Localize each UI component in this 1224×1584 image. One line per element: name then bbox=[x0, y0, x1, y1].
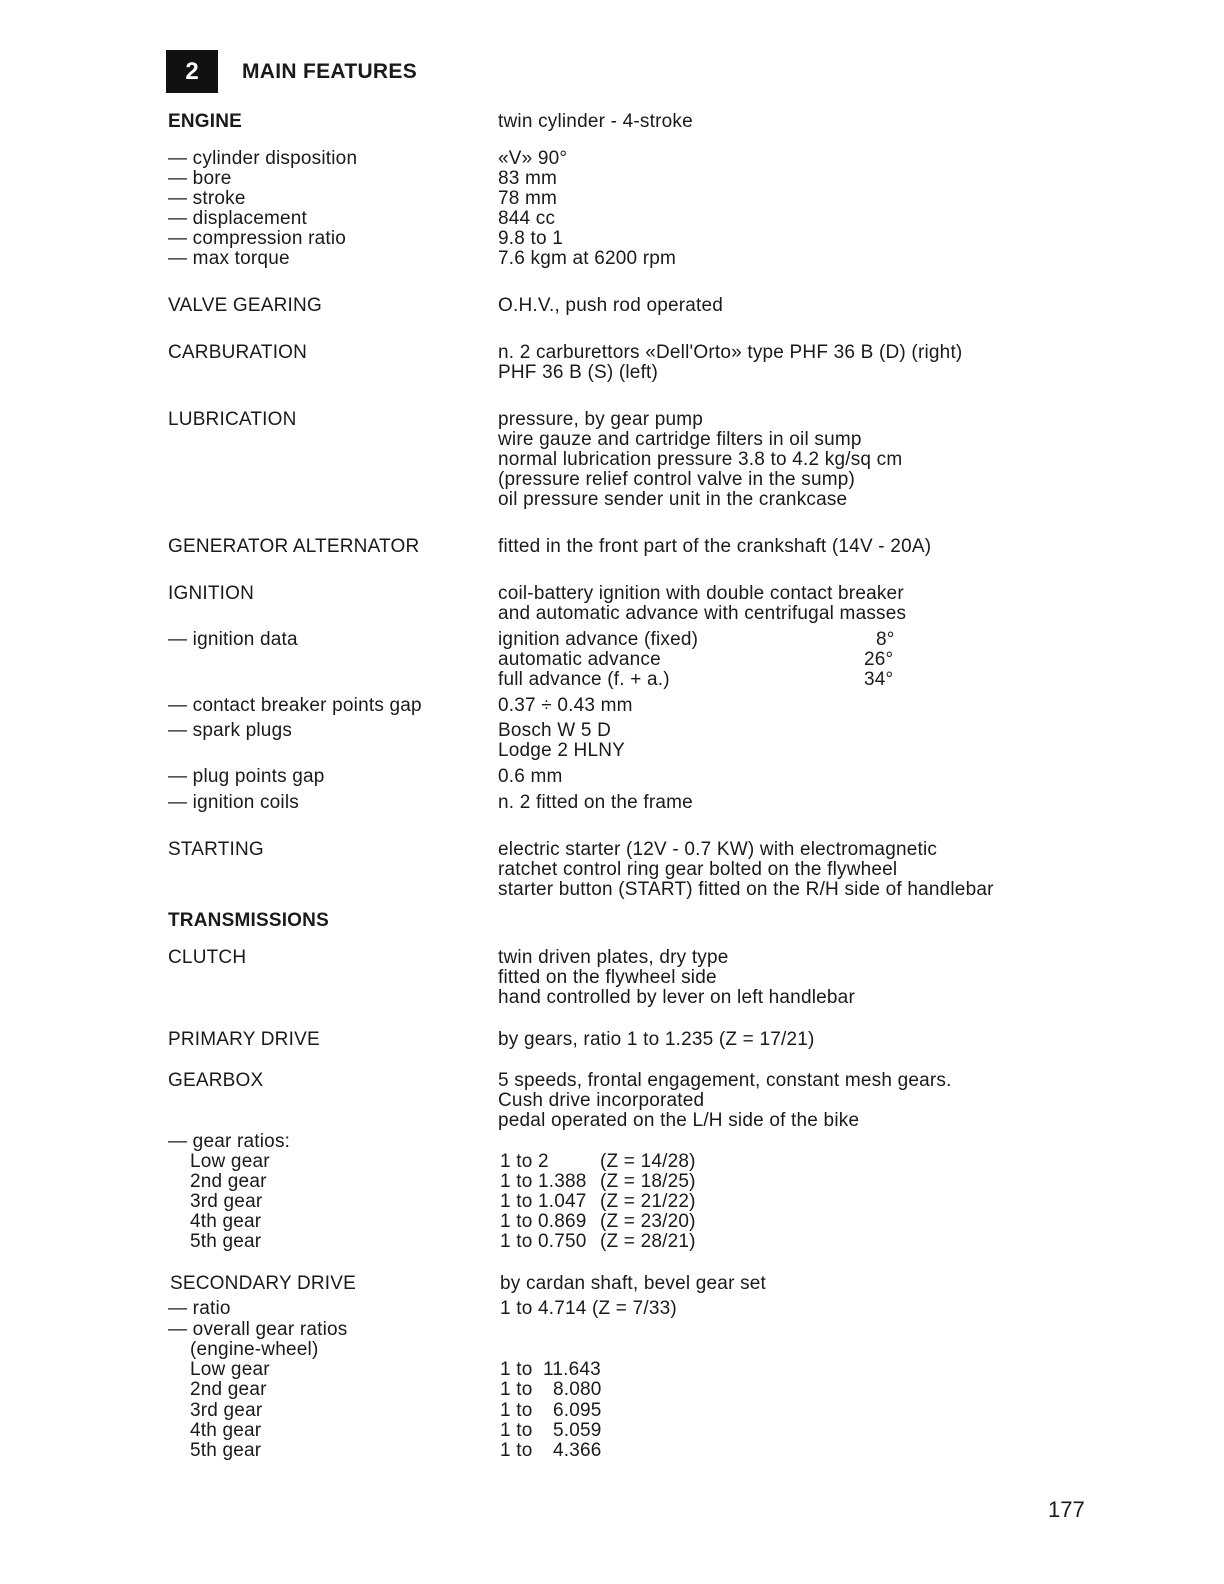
ignition-line: coil-battery ignition with double contact breaker bbox=[498, 583, 904, 604]
starting-line: electric starter (12V - 0.7 KW) with electromagnetic bbox=[498, 839, 938, 860]
overall-gear-value: 5.059 bbox=[553, 1420, 602, 1441]
carburation-line: PHF 36 B (S) (left) bbox=[498, 362, 659, 383]
clutch-line: hand controlled by lever on left handlebar bbox=[498, 987, 855, 1008]
overall-gear-name: 3rd gear bbox=[190, 1400, 263, 1421]
engine-heading: ENGINE bbox=[168, 111, 243, 132]
section-number-badge: 2 bbox=[166, 50, 218, 93]
page-number: 177 bbox=[1048, 1497, 1085, 1522]
generator-value: fitted in the front part of the crankshaft (14V - 20A) bbox=[498, 536, 932, 557]
overall-ratios-label: — overall gear ratios bbox=[168, 1319, 348, 1340]
gear-teeth: (Z = 21/22) bbox=[600, 1191, 696, 1212]
overall-gear-to: 1 to bbox=[500, 1400, 533, 1421]
overall-gear-to: 1 to bbox=[500, 1359, 533, 1380]
gear-name: 5th gear bbox=[190, 1231, 262, 1252]
spec-value: 83 mm bbox=[498, 168, 558, 189]
ignition-data-name: ignition advance (fixed) bbox=[498, 629, 699, 650]
spec-label: — bore bbox=[168, 168, 232, 189]
gear-teeth: (Z = 18/25) bbox=[600, 1171, 696, 1192]
gear-teeth: (Z = 14/28) bbox=[600, 1151, 696, 1172]
gear-teeth: (Z = 23/20) bbox=[600, 1211, 696, 1232]
overall-gear-value: 8.080 bbox=[553, 1379, 602, 1400]
overall-gear-to: 1 to bbox=[500, 1420, 533, 1441]
overall-gear-name: 4th gear bbox=[190, 1420, 262, 1441]
clutch-label: CLUTCH bbox=[168, 947, 247, 968]
ignition-data-value: 8° bbox=[876, 629, 895, 650]
overall-gear-name: 2nd gear bbox=[190, 1379, 267, 1400]
gear-name: 2nd gear bbox=[190, 1171, 267, 1192]
spark-plug-value: Lodge 2 HLNY bbox=[498, 740, 626, 761]
plug-gap-label: — plug points gap bbox=[168, 766, 325, 787]
secondary-drive-label: SECONDARY DRIVE bbox=[170, 1273, 357, 1294]
gear-ratio: 1 to 1.047 bbox=[500, 1191, 587, 1212]
overall-gear-value: 6.095 bbox=[553, 1400, 602, 1421]
spec-value: 7.6 kgm at 6200 rpm bbox=[498, 248, 677, 269]
gear-teeth: (Z = 28/21) bbox=[600, 1231, 696, 1252]
spec-label: — max torque bbox=[168, 248, 290, 269]
valve-gearing-label: VALVE GEARING bbox=[168, 295, 322, 316]
secondary-ratio-label: — ratio bbox=[168, 1298, 231, 1319]
spec-label: — stroke bbox=[168, 188, 246, 209]
gearbox-line: Cush drive incorporated bbox=[498, 1090, 705, 1111]
clutch-line: fitted on the flywheel side bbox=[498, 967, 717, 988]
spec-value: «V» 90° bbox=[498, 148, 568, 169]
gear-name: Low gear bbox=[190, 1151, 270, 1172]
spark-plugs-label: — spark plugs bbox=[168, 720, 293, 741]
spec-label: — displacement bbox=[168, 208, 308, 229]
starting-label: STARTING bbox=[168, 839, 264, 860]
secondary-ratio-value: 1 to 4.714 (Z = 7/33) bbox=[500, 1298, 677, 1319]
ignition-coils-value: n. 2 fitted on the frame bbox=[498, 792, 693, 813]
starting-line: starter button (START) fitted on the R/H side of handlebar bbox=[498, 879, 994, 900]
carburation-label: CARBURATION bbox=[168, 342, 308, 363]
overall-gear-value: 4.366 bbox=[553, 1440, 602, 1461]
gearbox-label: GEARBOX bbox=[168, 1070, 264, 1091]
gear-ratio: 1 to 2 bbox=[500, 1151, 549, 1172]
ignition-data-label: — ignition data bbox=[168, 629, 298, 650]
ignition-label: IGNITION bbox=[168, 583, 255, 604]
lubrication-line: pressure, by gear pump bbox=[498, 409, 704, 430]
points-gap-label: — contact breaker points gap bbox=[168, 695, 422, 716]
gear-ratio: 1 to 1.388 bbox=[500, 1171, 587, 1192]
ignition-coils-label: — ignition coils bbox=[168, 792, 299, 813]
overall-gear-to: 1 to bbox=[500, 1440, 533, 1461]
primary-drive-value: by gears, ratio 1 to 1.235 (Z = 17/21) bbox=[498, 1029, 815, 1050]
gear-name: 3rd gear bbox=[190, 1191, 263, 1212]
ignition-data-name: automatic advance bbox=[498, 649, 661, 670]
engine-summary: twin cylinder - 4-stroke bbox=[498, 111, 693, 132]
lubrication-line: wire gauze and cartridge filters in oil sump bbox=[498, 429, 862, 450]
clutch-line: twin driven plates, dry type bbox=[498, 947, 729, 968]
gear-name: 4th gear bbox=[190, 1211, 262, 1232]
valve-gearing-value: O.H.V., push rod operated bbox=[498, 295, 724, 316]
page-title: MAIN FEATURES bbox=[242, 60, 418, 83]
spec-value: 78 mm bbox=[498, 188, 558, 209]
primary-drive-label: PRIMARY DRIVE bbox=[168, 1029, 320, 1050]
generator-label: GENERATOR ALTERNATOR bbox=[168, 536, 420, 557]
spark-plug-value: Bosch W 5 D bbox=[498, 720, 612, 741]
overall-gear-name: 5th gear bbox=[190, 1440, 262, 1461]
gear-ratios-label: — gear ratios: bbox=[168, 1131, 291, 1152]
ignition-data-name: full advance (f. + a.) bbox=[498, 669, 670, 690]
secondary-drive-value: by cardan shaft, bevel gear set bbox=[500, 1273, 767, 1294]
overall-gear-value: 11.643 bbox=[543, 1359, 601, 1380]
spec-value: 9.8 to 1 bbox=[498, 228, 563, 249]
ignition-line: and automatic advance with centrifugal masses bbox=[498, 603, 907, 624]
plug-gap-value: 0.6 mm bbox=[498, 766, 563, 787]
gear-ratio: 1 to 0.750 bbox=[500, 1231, 587, 1252]
gearbox-line: 5 speeds, frontal engagement, constant mesh gears. bbox=[498, 1070, 952, 1091]
overall-ratios-sub: (engine-wheel) bbox=[190, 1339, 319, 1360]
points-gap-value: 0.37 ÷ 0.43 mm bbox=[498, 695, 633, 716]
transmissions-heading: TRANSMISSIONS bbox=[168, 910, 329, 931]
spec-label: — compression ratio bbox=[168, 228, 347, 249]
overall-gear-to: 1 to bbox=[500, 1379, 533, 1400]
ignition-data-value: 26° bbox=[864, 649, 894, 670]
gearbox-line: pedal operated on the L/H side of the bike bbox=[498, 1110, 860, 1131]
overall-gear-name: Low gear bbox=[190, 1359, 270, 1380]
starting-line: ratchet control ring gear bolted on the flywheel bbox=[498, 859, 898, 880]
lubrication-line: oil pressure sender unit in the crankcase bbox=[498, 489, 848, 510]
lubrication-line: normal lubrication pressure 3.8 to 4.2 kg/sq cm bbox=[498, 449, 903, 470]
lubrication-line: (pressure relief control valve in the sump) bbox=[498, 469, 856, 490]
spec-label: — cylinder disposition bbox=[168, 148, 358, 169]
lubrication-label: LUBRICATION bbox=[168, 409, 297, 430]
gear-ratio: 1 to 0.869 bbox=[500, 1211, 587, 1232]
carburation-line: n. 2 carburettors «Dell'Orto» type PHF 36 B (D) (right) bbox=[498, 342, 963, 363]
ignition-data-value: 34° bbox=[864, 669, 894, 690]
spec-value: 844 cc bbox=[498, 208, 556, 229]
